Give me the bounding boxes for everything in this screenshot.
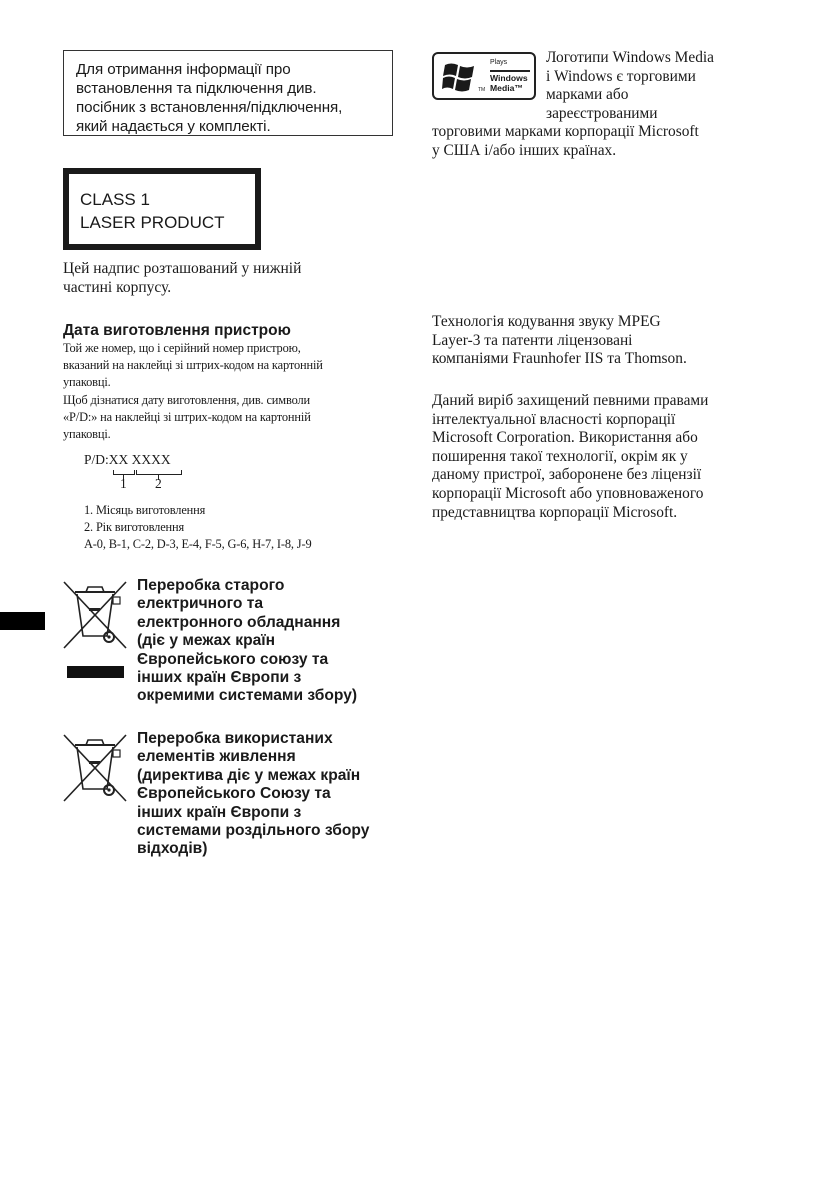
wm-brand-text	[490, 73, 528, 93]
ms-line: даному пристрої, заборонене без ліцензії	[432, 466, 702, 484]
install-note-line: Для отримання інформації про	[76, 61, 291, 78]
laser-product-text: LASER PRODUCT	[80, 213, 225, 232]
paragraph-line: Щоб дізнатися дату виготовлення, див. символи	[63, 392, 310, 407]
wm-plays-text: Plays	[490, 59, 508, 66]
mpeg-license-note	[432, 313, 687, 369]
paragraph-line: упаковці.	[63, 375, 111, 390]
laser-caption-line: частині корпусу.	[63, 279, 172, 296]
recycle-line: інших країн Європи з	[137, 669, 302, 687]
recycle-line: Переробка старого	[137, 577, 285, 594]
laser-class-text: CLASS 1	[80, 190, 150, 209]
wm-note-line: марками або	[546, 86, 629, 104]
recycle-line: Переробка використаних	[137, 730, 333, 747]
laser-caption	[63, 259, 301, 297]
pd-code-diagram	[84, 452, 171, 491]
ms-line: Даний виріб захищений певними правами	[432, 392, 709, 409]
recycle-line: Європейського Союзу та	[137, 785, 331, 803]
battery-recycle-icon	[60, 731, 130, 806]
recycle-line: електронного обладнання	[137, 613, 341, 631]
section-side-tab	[0, 612, 45, 630]
pd-label-2: 2	[155, 476, 162, 491]
weee-recycle-icon	[60, 578, 130, 683]
windows-media-logo	[432, 52, 536, 100]
windows-media-note-top	[546, 49, 714, 123]
bracket-1	[113, 470, 135, 475]
ms-line: представництва корпорації Microsoft.	[432, 503, 678, 521]
pd-legend-line: A-0, B-1, C-2, D-3, E-4, F-5, G-6, H-7, I-8, J-9	[84, 537, 312, 552]
pd-prefix: P/D:	[84, 452, 109, 467]
wm-windows-text: Windows	[490, 73, 528, 83]
install-note-box	[63, 50, 393, 136]
install-note-line: посібник з встановлення/підключення,	[76, 99, 343, 116]
paragraph-line: вказаний на наклейці зі штрих-кодом на картонній	[63, 358, 323, 373]
recycle-line: (діє у межах країн	[137, 632, 276, 650]
wm-media-text: Media™	[490, 83, 523, 93]
bracket-2	[136, 470, 182, 475]
manufacture-date-paragraph	[63, 340, 323, 443]
wm-divider	[490, 70, 530, 72]
wm-note-line: зареєстрованими	[546, 104, 658, 122]
microsoft-ip-note	[432, 392, 708, 522]
recycle-line: відходів)	[137, 840, 208, 858]
wm-note-line: торговими марками корпорації Microsoft	[432, 123, 699, 140]
ms-line: інтелектуальної власності корпорації	[432, 410, 676, 428]
mpeg-line: Технологія кодування звуку MPEG	[432, 313, 661, 330]
ms-line: Microsoft Corporation. Використання або	[432, 429, 698, 447]
paragraph-line: Той же номер, що і серійний номер пристрою,	[63, 341, 301, 355]
install-note-line: встановлення та підключення див.	[76, 80, 317, 97]
pd-year-code: XXXX	[131, 452, 171, 467]
install-note-line: який надається у комплекті.	[76, 118, 271, 135]
pd-month-code: XX	[108, 452, 129, 467]
laser-product-label	[63, 168, 261, 250]
windows-flag-icon	[442, 61, 478, 93]
recycle-line: інших країн Європи з	[137, 803, 302, 821]
pd-legend-line: 2. Рік виготовлення	[84, 520, 185, 535]
paragraph-line: «P/D:» на наклейці зі штрих-кодом на картонній	[63, 409, 311, 424]
ms-line: корпорації Microsoft або уповноваженого	[432, 484, 704, 502]
wm-note-line: Логотипи Windows Media	[546, 49, 714, 66]
laser-caption-line: Цей надпис розташований у нижній	[63, 260, 302, 277]
recycle-line: електричного та	[137, 595, 264, 613]
manufacture-date-heading: Дата виготовлення пристрою	[63, 322, 291, 339]
wm-tm-mark: TM	[478, 87, 486, 93]
windows-media-note-bottom	[432, 123, 699, 160]
wm-note-line: і Windows є торговими	[546, 67, 696, 85]
battery-recycle-text	[137, 730, 369, 859]
wm-note-line: у США і/або інших країнах.	[432, 141, 617, 159]
recycle-line: Європейського союзу та	[137, 650, 329, 668]
mpeg-line: компаніями Fraunhofer IIS та Thomson.	[432, 350, 687, 368]
pd-legend	[84, 502, 312, 554]
weee-recycle-text	[137, 577, 357, 706]
paragraph-line: упаковці.	[63, 427, 111, 442]
recycle-line: окремими системами збору)	[137, 687, 358, 705]
recycle-line: (директива діє у межах країн	[137, 766, 361, 784]
ms-line: поширення такої технології, окрім як у	[432, 447, 688, 465]
pd-label-1: 1	[120, 476, 127, 491]
recycle-line: системами роздільного збору	[137, 822, 370, 840]
mpeg-line: Layer-3 та патенти ліцензовані	[432, 331, 633, 349]
recycle-line: елементів живлення	[137, 748, 296, 766]
pd-legend-line: 1. Місяць виготовлення	[84, 503, 206, 517]
